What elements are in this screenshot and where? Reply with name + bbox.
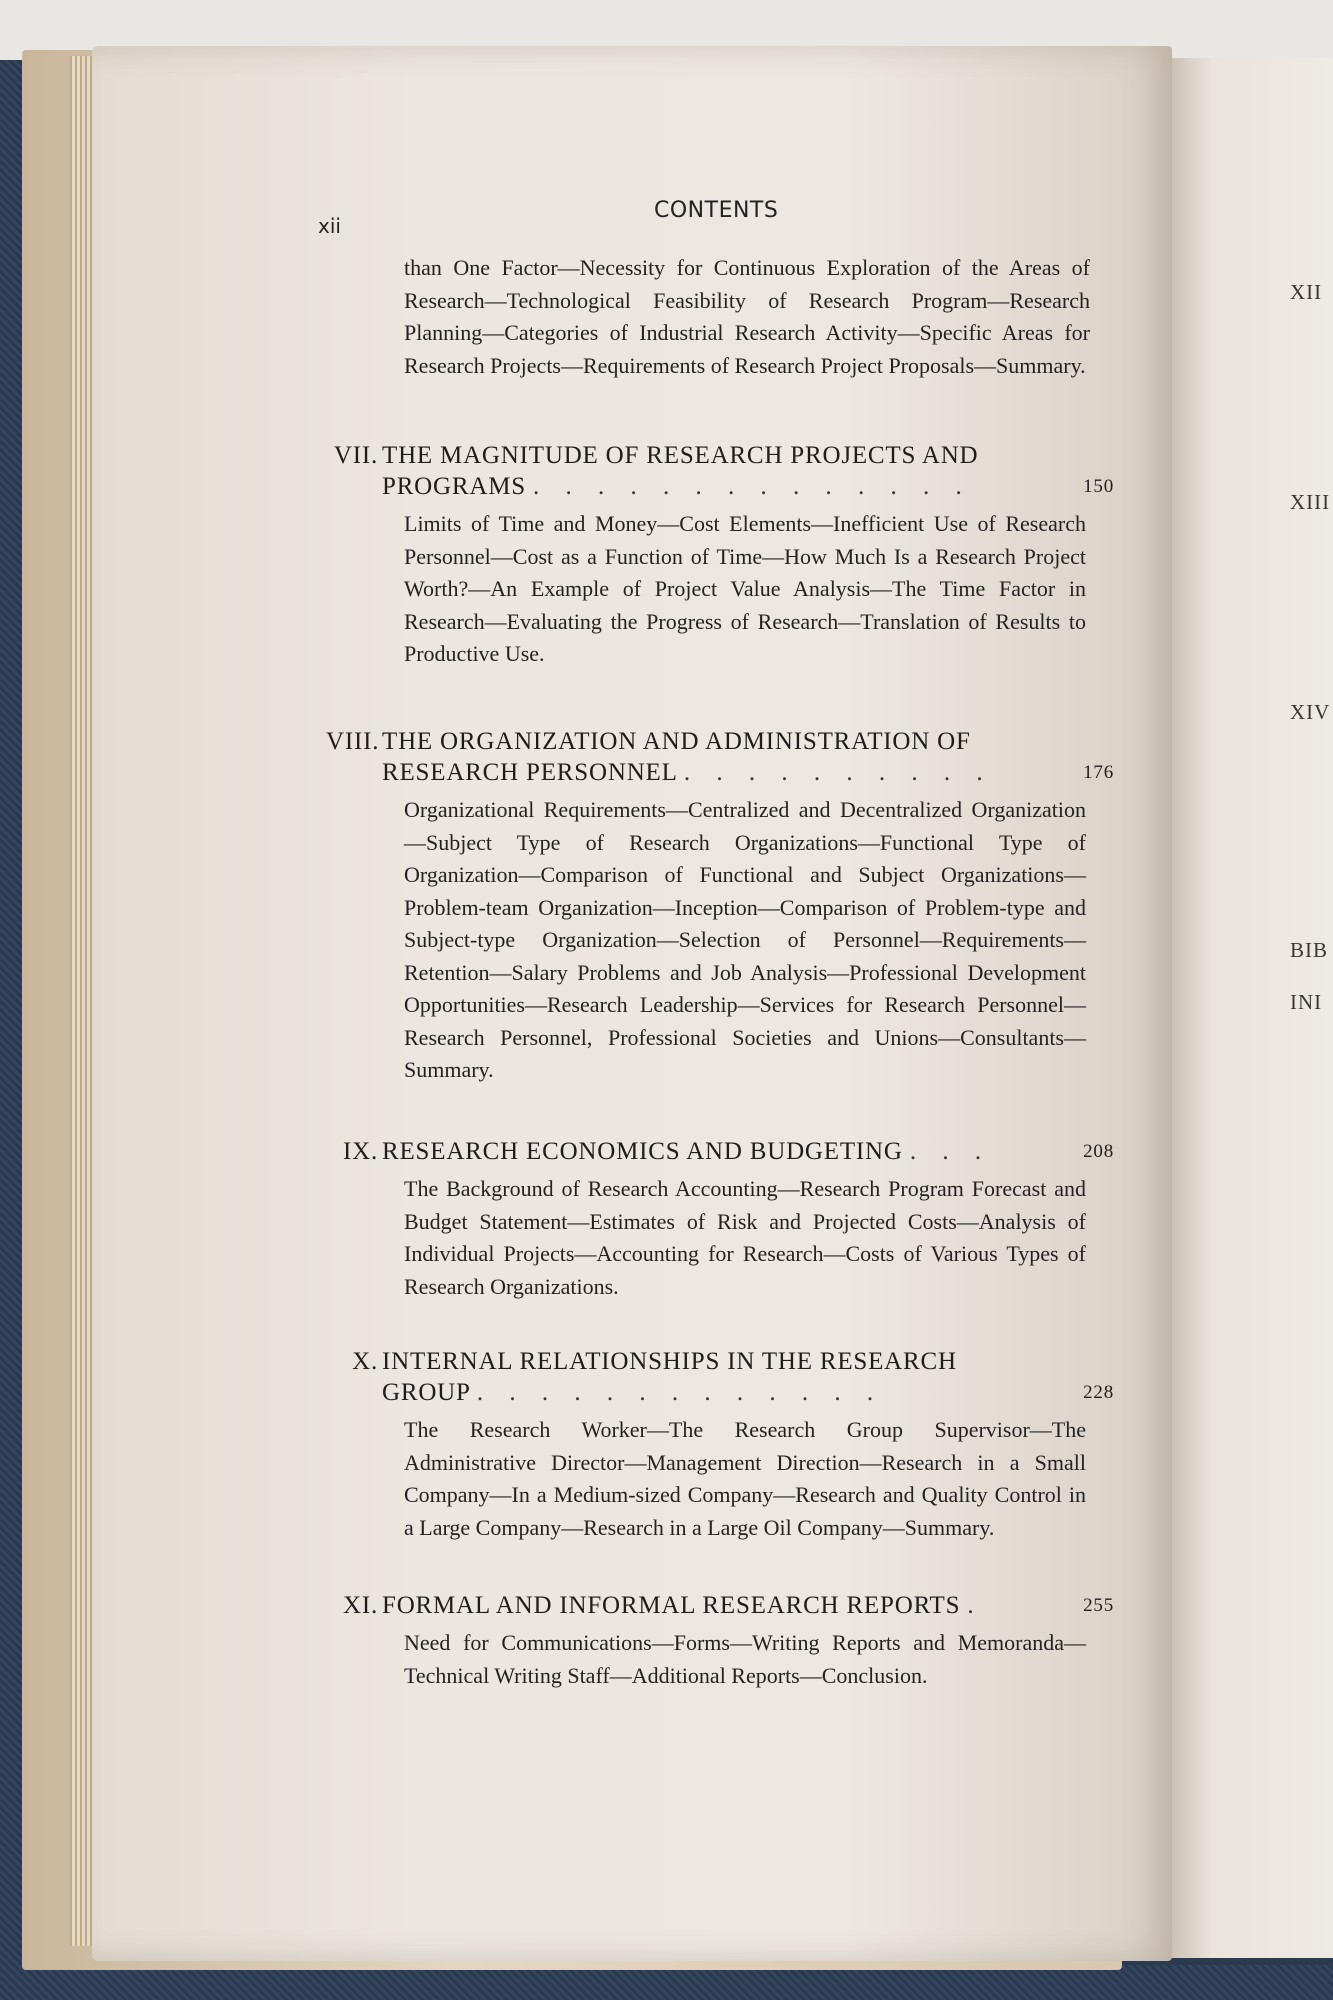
chapter-title: FORMAL AND INFORMAL RESEARCH REPORTS — [382, 1592, 961, 1619]
dot-leader: . . . — [909, 1138, 992, 1165]
facing-bibliography: BIB — [1290, 938, 1329, 962]
continued-chapter-summary: than One Factor—Necessity for Continuous Exploration of the Areas of Research—Technological Feasibility of Research Program—Research Planning—Categories of Industrial Research Activity—Specific Areas for Research Projects—Requirements of Research Project Proposals—Summary. — [404, 255, 1090, 378]
chapter-summary: The Background of Research Accounting—Research Program Forecast and Budget Statement—Estimates of Risk and Projected Costs—Analysis of Individual Projects—Accounting for Research—Costs of Various Types of Research Organizations. — [404, 1176, 1086, 1299]
toc-entry-chapter-8 — [326, 726, 1114, 1087]
chapter-heading — [326, 440, 1114, 502]
chapter-title: THE MAGNITUDE OF RESEARCH PROJECTS AND PROGRAMS — [382, 442, 979, 500]
chapter-summary: Organizational Requirements—Centralized and Decentralized Organization—Subject Type of Research Organizations—Functional Type of Organization—Comparison of Functional and Subject Organizations—Problem-team Organization—Inception—Comparison of Problem-type and Subject-type Organization—Selection of Personnel—Requirements—Retention—Salary Problems and Job Analysis—Professional Development Opportunities—Research Leadership—Services for Research Personnel—Research Personnel, Professional Societies and Unions—Consultants—Summary. — [404, 797, 1086, 1082]
chapter-title: RESEARCH ECONOMICS AND BUDGETING — [382, 1138, 903, 1165]
chapter-number: VII. — [333, 442, 378, 469]
running-head-title: CONTENTS — [654, 198, 779, 223]
page-folio: xii — [318, 214, 341, 238]
dot-leader: . — [967, 1592, 984, 1619]
chapter-number: VIII. — [326, 728, 380, 755]
page-number: 150 — [1083, 476, 1114, 497]
page-number: 228 — [1083, 1382, 1114, 1403]
dot-leader: . . . . . . . . . . — [683, 759, 993, 786]
toc-entry-chapter-7 — [326, 440, 1114, 671]
chapter-summary: Limits of Time and Money—Cost Elements—Inefficient Use of Research Personnel—Cost as a Function of Time—How Much Is a Research Project Worth?—An Example of Project Value Analysis—The Time Factor in Research—Evaluating the Progress of Research—Translation of Results to Productive Use. — [404, 511, 1086, 666]
chapter-summary: Need for Communications—Forms—Writing Reports and Memoranda—Technical Writing Staff—Additional Reports—Conclusion. — [404, 1630, 1086, 1688]
chapter-number: X. — [352, 1348, 378, 1375]
facing-chapter-numeral: XIV — [1290, 700, 1331, 724]
toc-entry-chapter-10 — [326, 1346, 1114, 1544]
facing-chapter-numeral: XIII — [1290, 490, 1331, 514]
page-number: 255 — [1083, 1595, 1114, 1616]
facing-chapter-numeral: XII — [1290, 280, 1323, 304]
page-number: 208 — [1083, 1141, 1114, 1162]
page-number: 176 — [1083, 762, 1114, 783]
chapter-title: INTERNAL RELATIONSHIPS IN THE RESEARCH GROUP — [382, 1348, 957, 1406]
toc-entry-chapter-9 — [326, 1136, 1114, 1303]
dot-leader: . . . . . . . . . . . . . . — [533, 473, 972, 500]
chapter-title: THE ORGANIZATION AND ADMINISTRATION OF RESEARCH PERSONNEL — [382, 728, 971, 786]
chapter-heading — [326, 1590, 1114, 1621]
facing-index: INI — [1290, 990, 1323, 1014]
dot-leader: . . . . . . . . . . . . . — [476, 1379, 884, 1406]
chapter-number: IX. — [342, 1138, 378, 1165]
toc-entry-chapter-11 — [326, 1590, 1114, 1692]
book-cover-bottom — [0, 1965, 1333, 2000]
chapter-heading — [326, 726, 1114, 788]
chapter-heading — [326, 1136, 1114, 1167]
chapter-number: XI. — [342, 1592, 378, 1619]
chapter-heading — [326, 1346, 1114, 1408]
chapter-summary: The Research Worker—The Research Group Supervisor—The Administrative Director—Management Direction—Research in a Small Company—In a Medium-sized Company—Research and Quality Control in a Large Company—Research in a Large Oil Company—Summary. — [404, 1417, 1086, 1540]
